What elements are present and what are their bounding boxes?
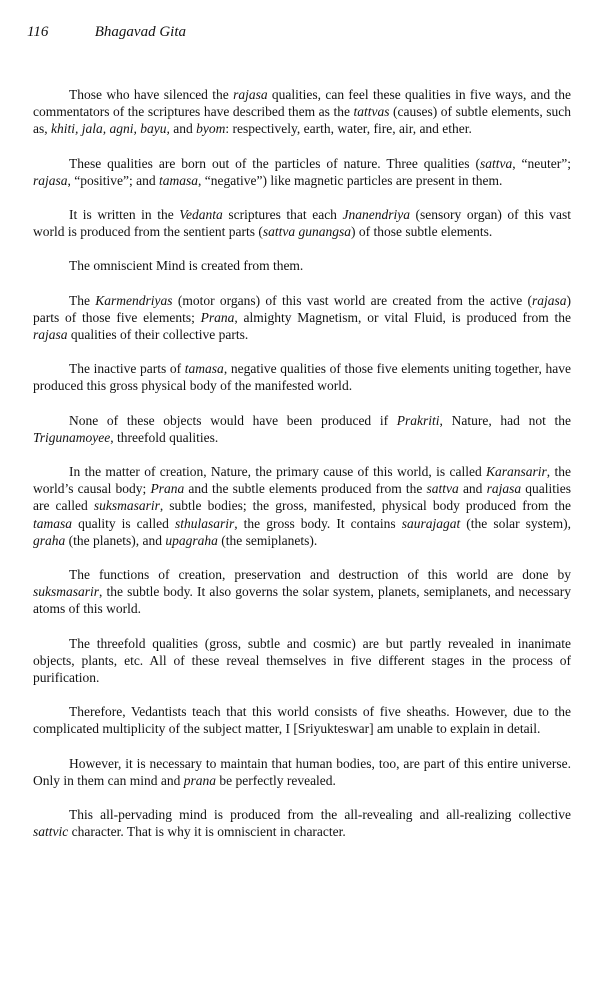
- text-run: None of these objects would have been produced if: [69, 412, 397, 428]
- text-run: ) parts of those five elements;: [33, 292, 571, 325]
- text-run: , “neuter”;: [512, 155, 571, 171]
- book-title: Bhagavad Gita: [94, 24, 186, 40]
- paragraph-10: [33, 635, 571, 687]
- running-header: [27, 24, 186, 41]
- text-run: , almighty Magnetism, or vital Fluid, is produced from the: [234, 309, 571, 325]
- italic-run: tamasa: [33, 515, 73, 531]
- paragraph-11: [33, 703, 571, 737]
- italic-run: Prana: [150, 481, 185, 497]
- italic-run: Vedanta: [179, 207, 223, 223]
- text-run: character. That is why it is omniscient in character.: [68, 824, 346, 840]
- paragraph-4: [33, 257, 571, 274]
- text-run: In the matter of creation, Nature, the primary cause of this world, is called: [69, 464, 487, 480]
- text-run: (the semiplanets).: [217, 532, 318, 548]
- text-run: qualities of their collective parts.: [67, 327, 249, 343]
- text-run: scriptures that each: [222, 207, 343, 223]
- italic-run: byom: [196, 121, 226, 137]
- text-run: (the planets), and: [65, 532, 166, 548]
- italic-run: tamasa: [159, 172, 199, 188]
- paragraph-2: [33, 155, 571, 189]
- italic-run: Trigunamoyee: [33, 429, 111, 445]
- italic-run: suksmasarir: [33, 584, 100, 600]
- text-run: , subtle bodies; the gross, manifested, physical body produced from the: [159, 498, 571, 514]
- text-run: The inactive parts of: [69, 361, 185, 377]
- text-run: be perfectly revealed.: [216, 772, 336, 788]
- italic-run: prana: [183, 772, 216, 788]
- text-run: , the world’s causal body;: [33, 464, 571, 497]
- italic-run: rajasa: [531, 292, 567, 308]
- text-run: qualities, can feel these qualities in five ways, and the commentators of the scriptures have described them as the: [33, 87, 571, 120]
- italic-run: Karmendriyas: [95, 292, 173, 308]
- paragraph-13: [33, 806, 571, 840]
- paragraph-12: [33, 755, 571, 789]
- italic-run: sattva: [426, 481, 459, 497]
- text-run: qualities are called: [33, 481, 571, 514]
- italic-run: saurajagat: [401, 515, 461, 531]
- text-run: and: [458, 481, 487, 497]
- text-run: and: [169, 121, 197, 137]
- text-run: , the gross body. It contains: [234, 515, 402, 531]
- italic-run: suksmasarir: [93, 498, 160, 514]
- text-run: This all-pervading mind is produced from the all-revealing and all-realizing collective: [69, 807, 571, 823]
- italic-run: tattvas: [353, 104, 390, 120]
- italic-run: sattva: [479, 155, 513, 171]
- text-run: , negative qualities of those five elements uniting together, have produced this gross physical body of the manifested world.: [33, 361, 571, 394]
- italic-run: tamasa: [184, 361, 224, 377]
- paragraph-5: [33, 292, 571, 344]
- italic-run: khiti, jala, agni, bayu,: [51, 121, 170, 137]
- paragraph-8: [33, 463, 571, 549]
- paragraph-9: [33, 566, 571, 618]
- paragraph-3: [33, 206, 571, 240]
- italic-run: Karansarir: [486, 464, 547, 480]
- italic-run: Prana: [200, 309, 235, 325]
- italic-run: Jnanendriya: [342, 207, 410, 223]
- italic-run: graha: [33, 532, 66, 548]
- italic-run: rajasa: [33, 327, 68, 343]
- italic-run: sattva gunangsa: [262, 224, 351, 240]
- text-run: (motor organs) of this vast world are created from the active (: [172, 292, 532, 308]
- italic-run: sattvic: [33, 824, 69, 840]
- text-run: quality is called: [72, 515, 175, 531]
- italic-run: upagraha: [165, 532, 218, 548]
- italic-run: rajasa: [33, 172, 68, 188]
- text-run: The functions of creation, preservation and destruction of this world are done by: [69, 567, 571, 583]
- text-run: , “positive”; and: [67, 172, 159, 188]
- text-run: The: [69, 292, 96, 308]
- text-run: and the subtle elements produced from the: [184, 481, 427, 497]
- text-run: ) of those subtle elements.: [350, 224, 493, 240]
- text-run: Therefore, Vedantists teach that this world consists of five sheaths. However, due to the complicated multiplicity of the subject matter, I [Sriyukteswar] am unable to explain in detail.: [33, 704, 571, 737]
- page-number: 116: [27, 24, 49, 40]
- paragraph-7: [33, 412, 571, 446]
- paragraph-6: [33, 360, 571, 394]
- italic-run: Prakriti: [396, 412, 440, 428]
- text-run: The omniscient Mind is created from them.: [69, 258, 304, 274]
- italic-run: rajasa: [486, 481, 522, 497]
- italic-run: rajasa: [233, 87, 268, 102]
- text-run: , “negative”) like magnetic particles are present in them.: [198, 172, 503, 188]
- text-run: These qualities are born out of the particles of nature. Three qualities (: [69, 155, 480, 171]
- text-run: : respectively, earth, water, fire, air, and ether.: [225, 121, 472, 137]
- text-run: However, it is necessary to maintain that human bodies, too, are part of this entire universe. Only in them can mind and: [33, 755, 571, 788]
- text-run: (the solar system),: [460, 515, 571, 531]
- text-run: , Nature, had not the: [439, 412, 571, 428]
- text-run: Those who have silenced the: [69, 87, 234, 102]
- body-text: [33, 86, 571, 858]
- paragraph-1: [33, 86, 571, 138]
- text-run: , threefold qualities.: [110, 429, 219, 445]
- text-run: (causes) of subtle elements, such as,: [33, 104, 571, 137]
- italic-run: sthulasarir: [174, 515, 235, 531]
- text-run: The threefold qualities (gross, subtle and cosmic) are but partly revealed in inanimate objects, plants, etc. All of these reveal themselves in five different stages in the process of purification.: [33, 635, 571, 686]
- text-run: It is written in the: [69, 207, 180, 223]
- text-run: (sensory organ) of this vast world is produced from the sentient parts (: [33, 207, 572, 240]
- text-run: , the subtle body. It also governs the solar system, planets, semiplanets, and necessary atoms of this world.: [33, 584, 571, 617]
